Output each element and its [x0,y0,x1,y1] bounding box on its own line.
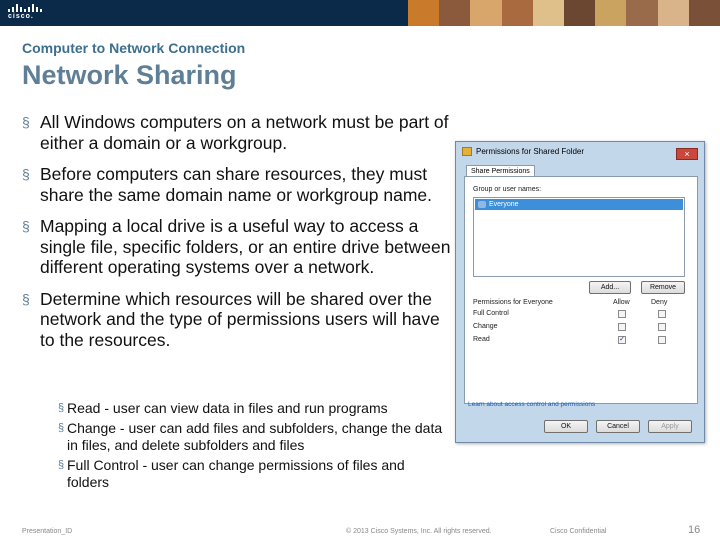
tab-share-permissions[interactable]: Share Permissions [466,165,535,177]
folder-icon [462,147,472,156]
slide-title: Network Sharing [22,60,237,90]
cancel-button[interactable]: Cancel [596,420,640,433]
bullet-marker-icon: § [22,114,30,130]
group-label: Group or user names: [473,186,542,193]
bullet-item: § Determine which resources will be shared over the network and the type of permissions users will have to the resources. [22,288,440,350]
user-list[interactable] [473,197,685,277]
bullet-marker-icon: § [58,422,65,434]
add-button[interactable]: Add... [589,281,631,294]
sub-bullet-item: § Read - user can view data in files and run programs [58,400,388,416]
footer-presentation-id: Presentation_ID [22,528,73,535]
bullet-item: § Mapping a local drive is a useful way to access a single file, specific folders, or an entire drive between different operating systems over a network. [22,216,451,277]
bullet-marker-icon: § [22,166,30,182]
header-banner [0,0,720,26]
permission-row-read: Read [473,336,490,343]
allow-full-control-checkbox[interactable] [618,310,626,318]
apply-button[interactable]: Apply [648,420,692,433]
deny-header: Deny [651,299,668,306]
sub-bullet-list [58,400,448,494]
list-item-everyone[interactable]: Everyone [475,199,683,210]
permissions-dialog [455,141,705,443]
allow-header: Allow [613,299,630,306]
deny-read-checkbox[interactable] [658,336,666,344]
bullet-list [22,112,452,361]
permissions-panel [464,176,698,404]
sub-bullet-item: § Full Control - user can change permissions of files and folders [58,457,405,490]
footer-copyright: © 2013 Cisco Systems, Inc. All rights reserved. [346,528,492,535]
deny-change-checkbox[interactable] [658,323,666,331]
users-icon [478,201,486,208]
close-button[interactable]: × [676,148,698,160]
allow-change-checkbox[interactable] [618,323,626,331]
photo-strip [408,0,720,26]
page-number: 16 [688,524,701,536]
bullet-item: § Before computers can share resources, they must share the same domain name or workgroup name. [22,164,433,205]
cisco-logo: cisco. [8,4,42,20]
bullet-marker-icon: § [58,459,65,471]
ok-button[interactable]: OK [544,420,588,433]
bullet-marker-icon: § [58,402,65,414]
slide-subtitle: Computer to Network Connection [22,40,246,56]
footer-confidential: Cisco Confidential [550,528,607,535]
learn-more-link[interactable]: Learn about access control and permissions [468,401,596,408]
deny-full-control-checkbox[interactable] [658,310,666,318]
bullet-marker-icon: § [22,218,30,234]
permission-row-change: Change [473,323,498,330]
remove-button[interactable]: Remove [641,281,685,294]
allow-read-checkbox[interactable]: ✓ [619,336,625,343]
permissions-label: Permissions for Everyone [473,299,553,306]
dialog-title-bar [462,147,584,156]
permission-row-full-control: Full Control [473,310,509,317]
bullet-item: § All Windows computers on a network must be part of either a domain or a workgroup. [22,112,449,153]
sub-bullet-item: § Change - user can add files and subfolders, change the data in files, and delete subfolders and files [58,420,443,453]
dialog-title: Permissions for Shared Folder [476,147,585,156]
bullet-marker-icon: § [22,290,30,307]
